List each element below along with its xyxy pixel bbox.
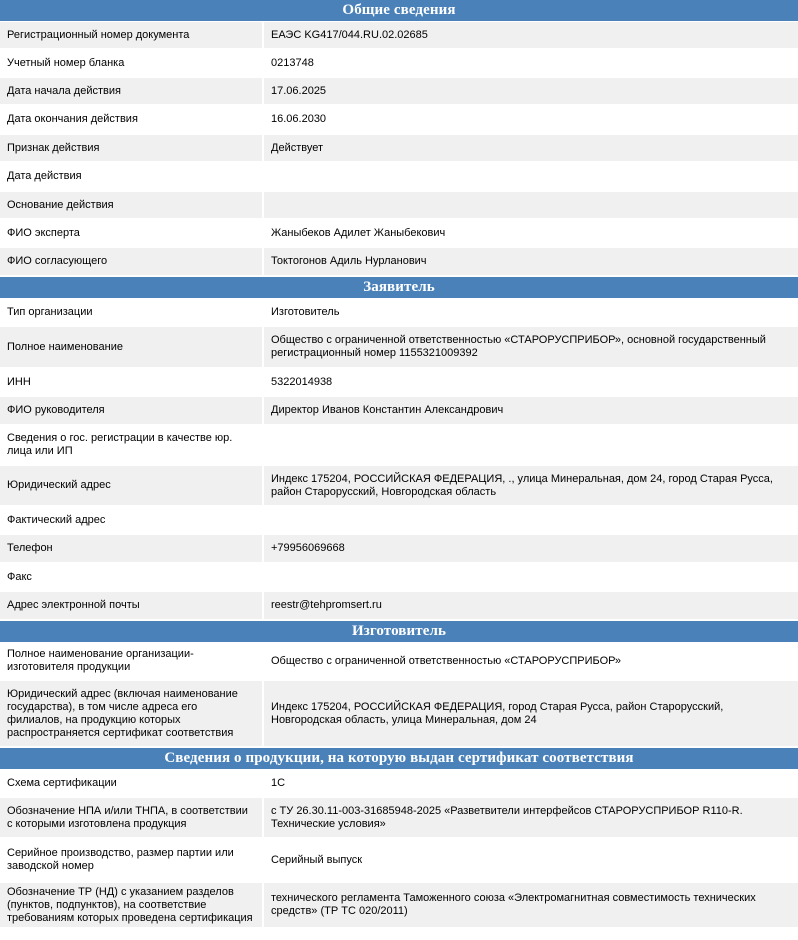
field-label (0, 22, 264, 48)
label-text: Полное наименование (7, 340, 123, 353)
field-label (0, 106, 264, 133)
general-row-start-date (0, 78, 798, 106)
label-text: Обозначение НПА и/или ТНПА, в соответствии с которыми изготовлена продукция (7, 804, 248, 830)
field-value (264, 564, 798, 590)
label-text: Юридический адрес (7, 479, 111, 491)
value-text: reestr@tehpromsert.ru (271, 599, 382, 611)
field-label (0, 535, 264, 562)
label-text: Дата окончания действия (7, 113, 138, 125)
label-text: Полное наименование организации-изготовителя продукции (7, 648, 194, 673)
value-text: 5322014938 (271, 375, 333, 388)
field-value (264, 466, 798, 505)
applicant-row-director (0, 397, 798, 426)
applicant-row-registration-info (0, 426, 798, 466)
value-text: 0213748 (271, 56, 314, 69)
value-text: Директор Иванов Константин Александрович (271, 404, 504, 416)
field-value (264, 327, 798, 367)
field-value (264, 299, 798, 325)
field-label (0, 883, 264, 927)
value-text: 16.06.2030 (271, 113, 327, 125)
general-row-expert (0, 220, 798, 248)
applicant-row-full-name (0, 327, 798, 369)
field-value (264, 507, 798, 533)
applicant-row-email (0, 592, 798, 621)
field-label (0, 839, 264, 881)
field-label (0, 564, 264, 590)
manufacturer-row-legal-address (0, 681, 798, 748)
section-header-applicant: Заявитель (0, 277, 798, 299)
field-value (264, 426, 798, 464)
label-text: Серийное производство, размер партии или заводской номер (7, 847, 234, 872)
value-text: Жаныбеков Адилет Жаныбекович (271, 226, 446, 239)
field-label (0, 643, 264, 679)
field-value (264, 78, 798, 104)
field-value (264, 50, 798, 76)
value-text: Серийный выпуск (271, 853, 363, 866)
applicant-row-phone (0, 535, 798, 564)
general-row-status (0, 135, 798, 163)
product-row-scheme (0, 770, 798, 798)
label-text: Дата начала действия (7, 84, 121, 97)
label-text: Телефон (7, 542, 53, 554)
label-text: ФИО согласующего (7, 255, 108, 267)
field-label (0, 770, 264, 796)
value-text: +79956069668 (271, 542, 345, 554)
field-value (264, 248, 798, 275)
field-value (264, 798, 798, 837)
label-text: ФИО руководителя (7, 404, 105, 416)
field-label (0, 426, 264, 464)
product-row-serial (0, 839, 798, 883)
field-value (264, 397, 798, 424)
value-text: Действует (271, 141, 324, 154)
field-value (264, 220, 798, 246)
section-header-manufacturer: Изготовитель (0, 621, 798, 643)
general-row-approver (0, 248, 798, 277)
label-text: Сведения о гос. регистрации в качестве юр. лица или ИП (7, 432, 233, 457)
label-text: Признак действия (7, 141, 100, 154)
field-value (264, 106, 798, 133)
value-text: Индекс 175204, РОССИЙСКАЯ ФЕДЕРАЦИЯ, ., улица Минеральная, дом 24, город Старая Русса, район Старорусский, Новгородская область (271, 472, 773, 498)
field-label (0, 50, 264, 76)
general-row-end-date (0, 106, 798, 135)
value-text: Общество с ограниченной ответственностью «СТАРОРУСПРИБОР» (271, 654, 622, 667)
field-label (0, 507, 264, 533)
field-label (0, 369, 264, 395)
field-value (264, 22, 798, 48)
product-row-standards (0, 798, 798, 839)
label-text: Фактический адрес (7, 513, 106, 526)
field-value (264, 883, 798, 927)
field-label (0, 466, 264, 505)
manufacturer-row-full-name (0, 643, 798, 681)
field-value (264, 643, 798, 679)
label-text: Факс (7, 570, 32, 583)
general-row-action-date (0, 163, 798, 192)
value-text: технического регламента Таможенного союза «Электромагнитная совместимость технических средств» (ТР ТС 020/2011) (271, 892, 756, 917)
value-text: Индекс 175204, РОССИЙСКАЯ ФЕДЕРАЦИЯ, город Старая Русса, район Старорусский, Новгородская область, улица Минеральная, дом 24 (271, 700, 724, 726)
value-text: 17.06.2025 (271, 84, 327, 97)
field-label (0, 135, 264, 161)
applicant-row-actual-address (0, 507, 798, 535)
value-text: Общество с ограниченной ответственностью «СТАРОРУСПРИБОР», основной государственный регистрационный номер 1155321009392 (271, 334, 766, 359)
product-row-regulations (0, 883, 798, 929)
field-value (264, 192, 798, 218)
applicant-row-fax (0, 564, 798, 592)
applicant-row-org-type (0, 299, 798, 327)
field-label (0, 798, 264, 837)
field-label (0, 299, 264, 325)
field-value (264, 535, 798, 562)
general-row-form-number (0, 50, 798, 78)
label-text: Дата действия (7, 170, 82, 182)
label-text: Схема сертификации (7, 776, 117, 789)
value-text: Изготовитель (271, 305, 340, 318)
field-label (0, 397, 264, 424)
field-label (0, 327, 264, 367)
label-text: Регистрационный номер документа (7, 28, 190, 41)
label-text: ИНН (7, 375, 31, 388)
applicant-row-legal-address (0, 466, 798, 507)
field-value (264, 369, 798, 395)
value-text: ЕАЭС KG417/044.RU.02.02685 (271, 28, 428, 41)
label-text: Основание действия (7, 198, 114, 211)
field-value (264, 770, 798, 796)
field-label (0, 163, 264, 190)
field-label (0, 192, 264, 218)
field-value (264, 681, 798, 746)
field-value (264, 839, 798, 881)
field-label (0, 78, 264, 104)
value-text: 1С (271, 776, 286, 789)
field-value (264, 163, 798, 190)
field-label (0, 220, 264, 246)
field-label (0, 592, 264, 619)
label-text: Тип организации (7, 305, 93, 318)
section-header-product: Сведения о продукции, на которую выдан сертификат соответствия (0, 748, 798, 770)
general-row-basis (0, 192, 798, 220)
field-label (0, 681, 264, 746)
general-row-registration-number (0, 22, 798, 50)
field-value (264, 592, 798, 619)
value-text: Токтогонов Адиль Нурланович (271, 255, 427, 267)
applicant-row-inn (0, 369, 798, 397)
field-label (0, 248, 264, 275)
label-text: Обозначение ТР (НД) с указанием разделов (пунктов, подпунктов), на соответствие требованиям которых проведена сертификация (7, 885, 253, 924)
value-text: с ТУ 26.30.11-003-31685948-2025 «Разветвители интерфейсов СТАРОРУСПРИБОР R110-R. Технические условия» (271, 804, 743, 830)
label-text: ФИО эксперта (7, 226, 80, 239)
field-value (264, 135, 798, 161)
section-header-general: Общие сведения (0, 0, 798, 22)
label-text: Учетный номер бланка (7, 56, 125, 69)
label-text: Адрес электронной почты (7, 599, 140, 611)
label-text: Юридический адрес (включая наименование государства), в том числе адреса его филиалов, на продукцию которых распространяется сертификат соответствия (7, 687, 238, 739)
